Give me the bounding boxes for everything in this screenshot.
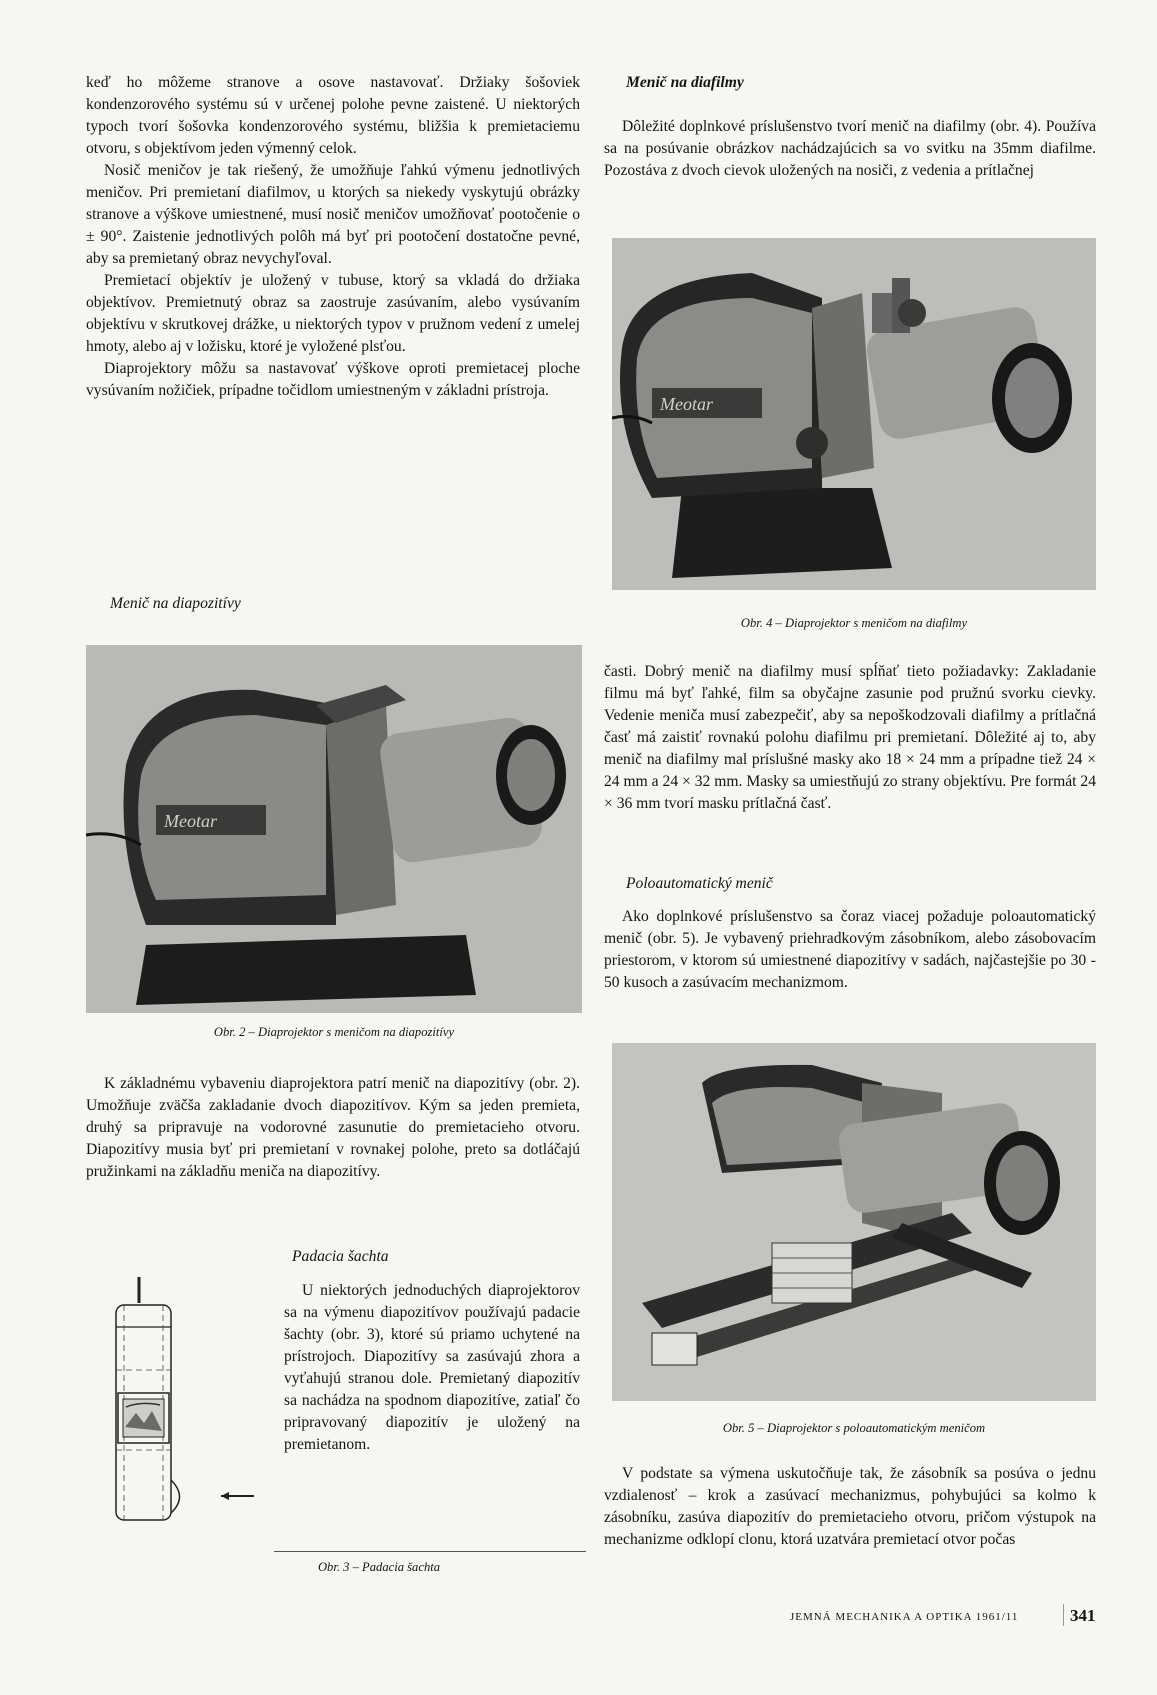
figure-3-caption: Obr. 3 – Padacia šachta bbox=[317, 1560, 441, 1574]
left-top-text bbox=[86, 72, 580, 402]
paragraph: Diaprojektory môžu sa nastavovať výškove oproti premietacej ploche vysúvaním nožičiek, prípadne točidlom umiestneným v základni prístroja. bbox=[86, 360, 580, 399]
paragraph: Ako doplnkové príslušenstvo sa čoraz viacej požaduje poloautomatický menič (obr. 5). Je vybavený priehradkovým zásobníkom, alebo zásobovacím priestorom, v ktorom sú umiestnené diapozitívy v sadách, najčastejšie po 30 - 50 kusoch a zasúvacím mechanizmom. bbox=[604, 908, 1096, 991]
right-top-text bbox=[604, 116, 1096, 182]
figure-3-rule bbox=[274, 1551, 586, 1552]
paragraph: K základnému vybaveniu diaprojektora patrí menič na diapozitívy (obr. 2). Umožňuje zväčša zakladanie dvoch diapozitívov. Kým sa jeden premieta, druhý sa pripravuje na vodorovné zasunutie do premietacieho otvoru. Diapozitívy musia byť pri premietaní v rovnakej polohe, preto sa dotláčajú pružinkami na základňu meniča na diapozitívy. bbox=[86, 1075, 580, 1180]
figure-2-caption: Obr. 2 – Diaprojektor s meničom na diapozitívy bbox=[213, 1025, 455, 1039]
figure-4-photo bbox=[612, 238, 1096, 590]
section-heading-slide-changer: Menič na diapozitívy bbox=[110, 595, 241, 612]
paragraph: Dôležité doplnkové príslušenstvo tvorí menič na diafilmy (obr. 4). Používa sa na posúvanie obrázkov nachádzajúcich sa vo svitku na 35mm diafilme. Pozostáva z dvoch cievok uložených na nosiči, z vedenia a prítlačnej bbox=[604, 118, 1096, 179]
paragraph: keď ho môžeme stranove a osove nastavovať. Držiaky šošoviek kondenzorového systému sú v určenej polohe pevne zaistené. U niektorých typoch tvorí šošovka kondenzorového systému, bližšia k premietaciemu otvoru, s objektívom jeden výmenný celok. bbox=[86, 74, 580, 157]
paragraph: U niektorých jednoduchých diaprojektorov sa na výmenu diapozitívov používajú padacie šachty (obr. 3), ktoré sú priamo uchytené na prístrojoch. Diapozitívy sa zasúvajú zhora a vyťahujú stranou dole. Premietaný diapozitív sa nachádza na spodnom diapozitíve, zatiaľ čo pripravovaný diapozitív je uložený na premietanom. bbox=[284, 1282, 580, 1453]
right-middle-text bbox=[604, 661, 1096, 815]
figure-5-caption: Obr. 5 – Diaprojektor s poloautomatickým meničom bbox=[722, 1421, 986, 1435]
page-number: 341 bbox=[1070, 1606, 1096, 1625]
projector-brand-marking: Meotar bbox=[164, 811, 217, 831]
journal-footer: JEMNÁ MECHANIKA A OPTIKA 1961/11 bbox=[790, 1611, 1019, 1623]
section-heading-filmstrip-changer: Menič na diafilmy bbox=[626, 74, 744, 91]
footer-divider bbox=[1063, 1604, 1064, 1626]
section-heading-semiautomatic: Poloautomatický menič bbox=[626, 875, 773, 892]
figure-3-drawing bbox=[96, 1275, 266, 1535]
projector-brand-marking: Meotar bbox=[660, 394, 713, 414]
paragraph: Premietací objektív je uložený v tubuse, ktorý sa vkladá do držiaka objektívov. Premietnutý obraz sa zaostruje zasúvaním, alebo vysúvaním objektívu v skrutkovej drážke, u niektorých typov v pružnom vedení z umelej hmoty, alebo aj v ložisku, ktoré je vyložené plsťou. bbox=[86, 272, 580, 355]
figure-5-photo bbox=[612, 1043, 1096, 1401]
figure-4-caption: Obr. 4 – Diaprojektor s meničom na diafilmy bbox=[740, 616, 968, 630]
paragraph: Nosič meničov je tak riešený, že umožňuje ľahkú výmenu jednotlivých meničov. Pri premietaní diafilmov, u ktorých sa niekedy vyskytujú obrázky stranove a výškove umiestnené, musí nosič meničov umožňovať pootočenie o ± 90°. Zaistenie jednotlivých polôh má byť pri pootočení dostatočne pevné, aby sa premietaný obraz nevychyľoval. bbox=[86, 162, 580, 267]
paragraph: časti. Dobrý menič na diafilmy musí spĺňať tieto požiadavky: Zakladanie filmu má byť ľahké, film sa obyčajne zasunie pod pružnú svorku cievky. Vedenie meniča musí zabezpečiť, aby sa nepoškodzovali diafilmy a prítlačná časť má zaistiť rovnakú polohu diafilmu pri premietaní. Dôležité aj to, aby menič na diafilmy mal príslušné masky ako 18 × 24 mm a prípadne tiež 24 × 24 mm a 24 × 32 mm. Masky sa umiestňujú zo strany objektívu. Pre formát 24 × 36 mm tvorí masku prítlačná časť. bbox=[604, 663, 1096, 812]
left-middle-text bbox=[86, 1073, 580, 1183]
left-shaft-text bbox=[284, 1280, 580, 1456]
figure-2-photo bbox=[86, 645, 582, 1013]
right-bottom-text bbox=[604, 1463, 1096, 1551]
section-heading-drop-shaft: Padacia šachta bbox=[292, 1248, 389, 1265]
paragraph: V podstate sa výmena uskutočňuje tak, že zásobník sa posúva o jednu vzdialenosť – krok a zasúvací mechanizmus, pohybujúci sa kolmo k zásobníku, zasúva diapozitív do premietacieho otvoru, pričom výstupok na mechanizme odklopí clonu, ktorá uzatvára premietací otvor počas bbox=[604, 1465, 1096, 1548]
right-semi-text bbox=[604, 906, 1096, 994]
